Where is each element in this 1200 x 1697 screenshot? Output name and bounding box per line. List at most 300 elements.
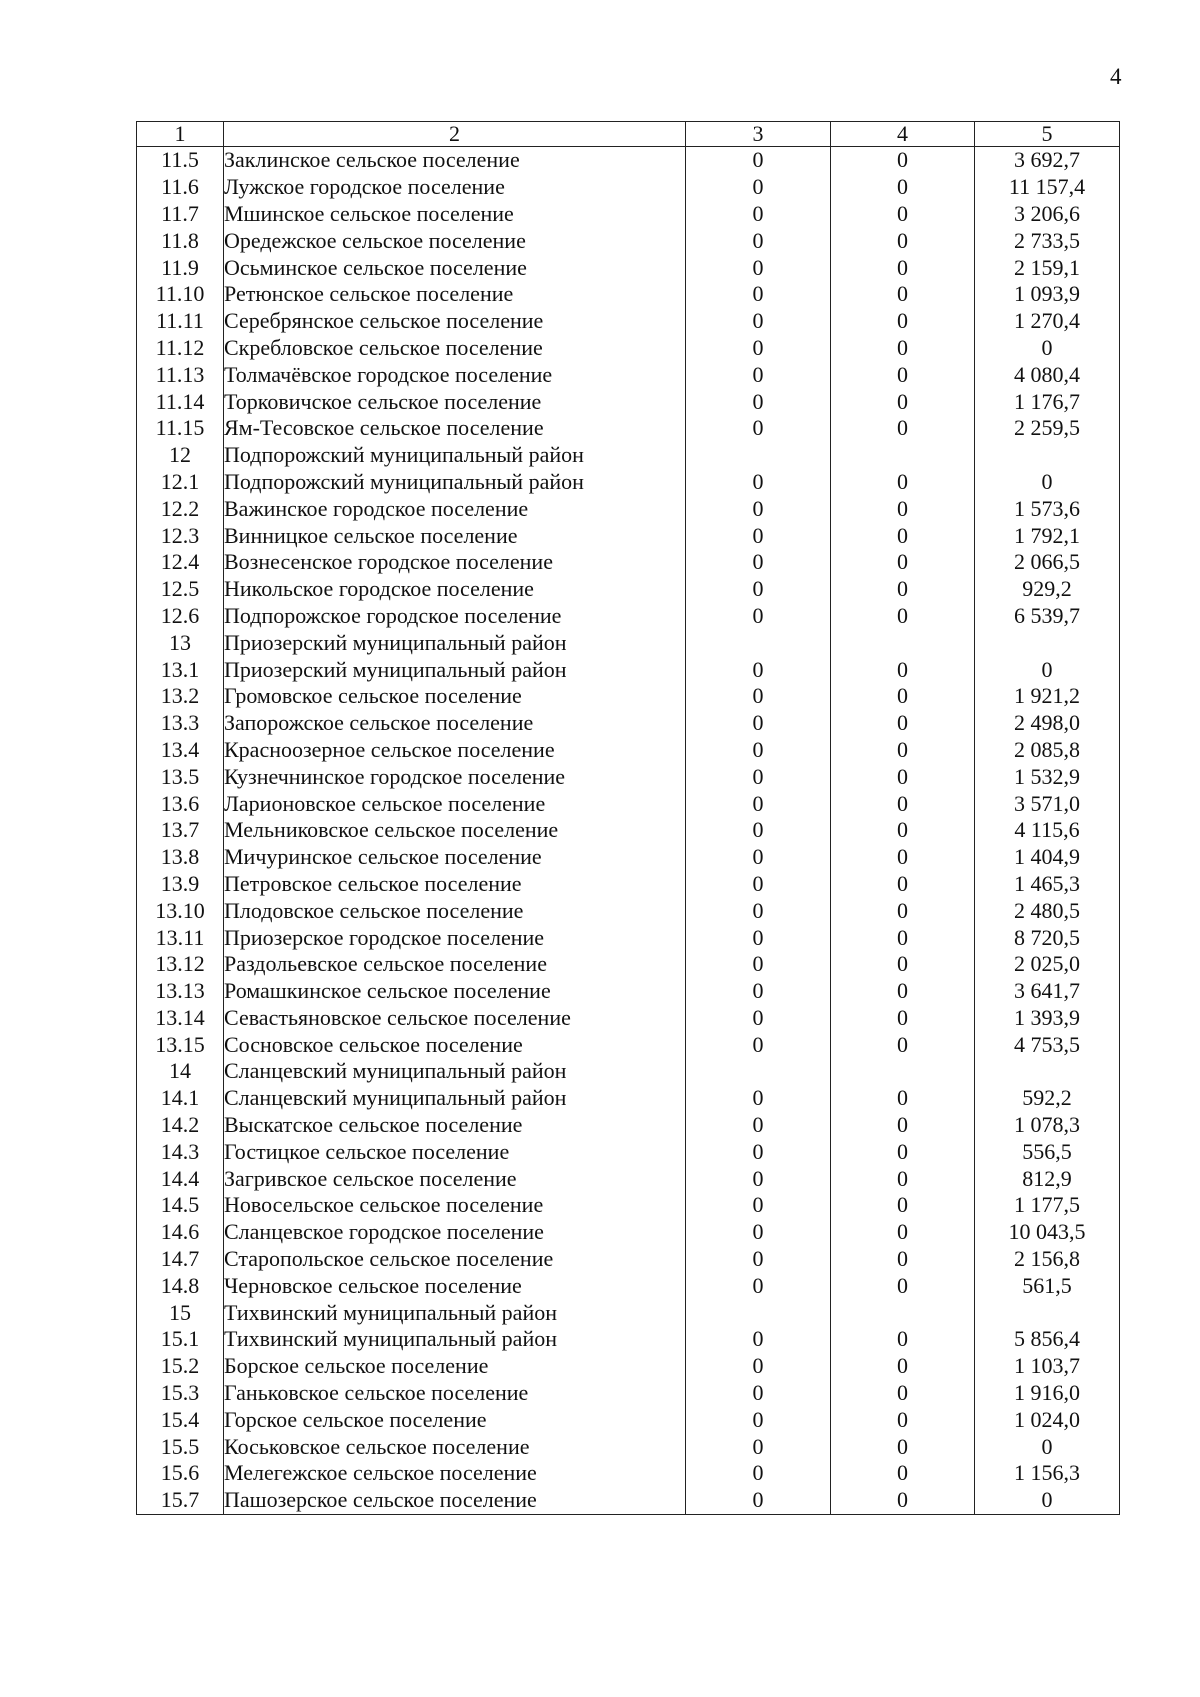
- row-number-cell: 13.9: [137, 871, 224, 898]
- table-body: [137, 147, 1120, 1515]
- col-5-value-cell: 1 465,3: [975, 871, 1120, 898]
- settlement-name-cell: Мельниковское сельское поселение: [224, 817, 686, 844]
- row-number-cell: 15.3: [137, 1380, 224, 1407]
- settlement-name-cell: Ретюнское сельское поселение: [224, 281, 686, 308]
- row-number-cell: 14.6: [137, 1219, 224, 1246]
- col-5-value-cell: 1 177,5: [975, 1192, 1120, 1219]
- row-number-cell: 11.10: [137, 281, 224, 308]
- settlement-name-cell: Красноозерное сельское поселение: [224, 737, 686, 764]
- col-3-value-cell: [686, 1299, 831, 1326]
- settlement-name-cell: Приозерский муниципальный район: [224, 656, 686, 683]
- settlement-name-cell: Горское сельское поселение: [224, 1406, 686, 1433]
- col-5-value-cell: 592,2: [975, 1085, 1120, 1112]
- col-4-value-cell: 0: [831, 361, 975, 388]
- row-number-cell: 13.2: [137, 683, 224, 710]
- table-row: [137, 978, 1120, 1005]
- table-row: [137, 1380, 1120, 1407]
- header-col-5: 5: [975, 122, 1120, 147]
- col-4-value-cell: 0: [831, 308, 975, 335]
- col-5-value-cell: [975, 629, 1120, 656]
- table-row: [137, 656, 1120, 683]
- settlement-name-cell: Ромашкинское сельское поселение: [224, 978, 686, 1005]
- col-5-value-cell: 1 156,3: [975, 1460, 1120, 1487]
- table-row: [137, 737, 1120, 764]
- table-row: [137, 844, 1120, 871]
- col-5-value-cell: 0: [975, 656, 1120, 683]
- col-3-value-cell: 0: [686, 201, 831, 228]
- col-3-value-cell: 0: [686, 737, 831, 764]
- table-row: [137, 469, 1120, 496]
- table-row: [137, 254, 1120, 281]
- col-5-value-cell: 11 157,4: [975, 174, 1120, 201]
- col-4-value-cell: 0: [831, 201, 975, 228]
- settlement-name-cell: Тихвинский муниципальный район: [224, 1326, 686, 1353]
- col-5-value-cell: 2 259,5: [975, 415, 1120, 442]
- row-number-cell: 12.3: [137, 522, 224, 549]
- table-row: [137, 549, 1120, 576]
- col-5-value-cell: 2 480,5: [975, 897, 1120, 924]
- col-3-value-cell: 0: [686, 1085, 831, 1112]
- table-row: [137, 388, 1120, 415]
- table-row: [137, 1326, 1120, 1353]
- col-3-value-cell: 0: [686, 308, 831, 335]
- row-number-cell: 13.1: [137, 656, 224, 683]
- col-4-value-cell: 0: [831, 1272, 975, 1299]
- col-3-value-cell: 0: [686, 1460, 831, 1487]
- table-row: [137, 1005, 1120, 1032]
- col-3-value-cell: 0: [686, 388, 831, 415]
- table-row: [137, 1192, 1120, 1219]
- col-3-value-cell: 0: [686, 1272, 831, 1299]
- settlement-name-cell: Торковичское сельское поселение: [224, 388, 686, 415]
- col-4-value-cell: [831, 442, 975, 469]
- col-4-value-cell: 0: [831, 1433, 975, 1460]
- table-row: [137, 817, 1120, 844]
- settlement-name-cell: Ям-Тесовское сельское поселение: [224, 415, 686, 442]
- settlement-name-cell: Петровское сельское поселение: [224, 871, 686, 898]
- col-3-value-cell: [686, 629, 831, 656]
- col-5-value-cell: 8 720,5: [975, 924, 1120, 951]
- col-5-value-cell: 2 498,0: [975, 710, 1120, 737]
- col-4-value-cell: 0: [831, 576, 975, 603]
- settlement-name-cell: Важинское городское поселение: [224, 495, 686, 522]
- col-5-value-cell: 1 792,1: [975, 522, 1120, 549]
- row-number-cell: 13.11: [137, 924, 224, 951]
- table-row: [137, 871, 1120, 898]
- col-4-value-cell: 0: [831, 522, 975, 549]
- col-3-value-cell: 0: [686, 978, 831, 1005]
- row-number-cell: 11.14: [137, 388, 224, 415]
- col-4-value-cell: 0: [831, 1246, 975, 1273]
- col-5-value-cell: [975, 1299, 1120, 1326]
- row-number-cell: 11.11: [137, 308, 224, 335]
- col-4-value-cell: 0: [831, 1085, 975, 1112]
- col-5-value-cell: 1 916,0: [975, 1380, 1120, 1407]
- row-number-cell: 13.3: [137, 710, 224, 737]
- col-3-value-cell: 0: [686, 469, 831, 496]
- table-row: [137, 1031, 1120, 1058]
- col-5-value-cell: 1 921,2: [975, 683, 1120, 710]
- settlement-name-cell: Сланцевский муниципальный район: [224, 1058, 686, 1085]
- col-4-value-cell: 0: [831, 1165, 975, 1192]
- col-5-value-cell: 2 085,8: [975, 737, 1120, 764]
- settlement-name-cell: Пашозерское сельское поселение: [224, 1487, 686, 1514]
- table-row: [137, 281, 1120, 308]
- settlement-name-cell: Мелегежское сельское поселение: [224, 1460, 686, 1487]
- col-4-value-cell: 0: [831, 415, 975, 442]
- table-row: [137, 522, 1120, 549]
- col-5-value-cell: 812,9: [975, 1165, 1120, 1192]
- settlement-name-cell: Плодовское сельское поселение: [224, 897, 686, 924]
- row-number-cell: 13.14: [137, 1005, 224, 1032]
- settlement-name-cell: Заклинское сельское поселение: [224, 147, 686, 174]
- header-col-2: 2: [224, 122, 686, 147]
- row-number-cell: 13.13: [137, 978, 224, 1005]
- row-number-cell: 14.7: [137, 1246, 224, 1273]
- row-number-cell: 15.2: [137, 1353, 224, 1380]
- row-number-cell: 13.5: [137, 763, 224, 790]
- col-4-value-cell: 0: [831, 951, 975, 978]
- col-3-value-cell: 0: [686, 1487, 831, 1514]
- col-4-value-cell: 0: [831, 1138, 975, 1165]
- row-number-cell: 13.15: [137, 1031, 224, 1058]
- col-5-value-cell: 1 393,9: [975, 1005, 1120, 1032]
- col-3-value-cell: 0: [686, 254, 831, 281]
- row-number-cell: 13.4: [137, 737, 224, 764]
- col-3-value-cell: 0: [686, 951, 831, 978]
- row-number-cell: 11.13: [137, 361, 224, 388]
- col-4-value-cell: 0: [831, 656, 975, 683]
- row-number-cell: 15.1: [137, 1326, 224, 1353]
- table-row: [137, 415, 1120, 442]
- settlement-name-cell: Лужское городское поселение: [224, 174, 686, 201]
- table-row: [137, 951, 1120, 978]
- col-3-value-cell: 0: [686, 1112, 831, 1139]
- col-5-value-cell: 2 733,5: [975, 227, 1120, 254]
- data-table: [136, 121, 1120, 1515]
- table-row: [137, 1460, 1120, 1487]
- row-number-cell: 11.9: [137, 254, 224, 281]
- row-number-cell: 13.10: [137, 897, 224, 924]
- col-3-value-cell: [686, 1058, 831, 1085]
- col-3-value-cell: 0: [686, 656, 831, 683]
- table-row: [137, 710, 1120, 737]
- col-3-value-cell: 0: [686, 147, 831, 174]
- settlement-name-cell: Громовское сельское поселение: [224, 683, 686, 710]
- col-4-value-cell: 0: [831, 254, 975, 281]
- table-row: [137, 361, 1120, 388]
- col-4-value-cell: 0: [831, 603, 975, 630]
- col-3-value-cell: 0: [686, 1406, 831, 1433]
- col-4-value-cell: 0: [831, 174, 975, 201]
- row-number-cell: 14.1: [137, 1085, 224, 1112]
- col-5-value-cell: 1 404,9: [975, 844, 1120, 871]
- table-row: [137, 1058, 1120, 1085]
- settlement-name-cell: Тихвинский муниципальный район: [224, 1299, 686, 1326]
- col-5-value-cell: 3 692,7: [975, 147, 1120, 174]
- col-5-value-cell: 2 066,5: [975, 549, 1120, 576]
- col-3-value-cell: 0: [686, 1353, 831, 1380]
- col-4-value-cell: 0: [831, 844, 975, 871]
- settlement-name-cell: Выскатское сельское поселение: [224, 1112, 686, 1139]
- table-row: [137, 603, 1120, 630]
- col-4-value-cell: 0: [831, 737, 975, 764]
- settlement-name-cell: Загривское сельское поселение: [224, 1165, 686, 1192]
- table-row: [137, 576, 1120, 603]
- header-col-3: 3: [686, 122, 831, 147]
- col-5-value-cell: [975, 1058, 1120, 1085]
- settlement-name-cell: Кузнечнинское городское поселение: [224, 763, 686, 790]
- row-number-cell: 14.2: [137, 1112, 224, 1139]
- col-3-value-cell: 0: [686, 603, 831, 630]
- row-number-cell: 11.12: [137, 335, 224, 362]
- settlement-name-cell: Борское сельское поселение: [224, 1353, 686, 1380]
- settlement-name-cell: Раздольевское сельское поселение: [224, 951, 686, 978]
- col-4-value-cell: 0: [831, 1353, 975, 1380]
- table-row: [137, 174, 1120, 201]
- col-5-value-cell: 2 159,1: [975, 254, 1120, 281]
- col-4-value-cell: [831, 1299, 975, 1326]
- table-row: [137, 1138, 1120, 1165]
- table-row: [137, 495, 1120, 522]
- col-3-value-cell: 0: [686, 1192, 831, 1219]
- col-5-value-cell: 0: [975, 335, 1120, 362]
- row-number-cell: 15.5: [137, 1433, 224, 1460]
- row-number-cell: 12.2: [137, 495, 224, 522]
- col-3-value-cell: 0: [686, 817, 831, 844]
- settlement-name-cell: Новосельское сельское поселение: [224, 1192, 686, 1219]
- settlement-name-cell: Старопольское сельское поселение: [224, 1246, 686, 1273]
- col-5-value-cell: 2 025,0: [975, 951, 1120, 978]
- row-number-cell: 11.7: [137, 201, 224, 228]
- col-3-value-cell: 0: [686, 1219, 831, 1246]
- settlement-name-cell: Толмачёвское городское поселение: [224, 361, 686, 388]
- table-row: [137, 1085, 1120, 1112]
- col-4-value-cell: [831, 629, 975, 656]
- settlement-name-cell: Приозерский муниципальный район: [224, 629, 686, 656]
- col-5-value-cell: 1 176,7: [975, 388, 1120, 415]
- col-3-value-cell: 0: [686, 281, 831, 308]
- table-row: [137, 147, 1120, 174]
- settlement-name-cell: Ганьковское сельское поселение: [224, 1380, 686, 1407]
- table-row: [137, 1299, 1120, 1326]
- col-5-value-cell: 4 753,5: [975, 1031, 1120, 1058]
- col-4-value-cell: 0: [831, 1192, 975, 1219]
- col-4-value-cell: 0: [831, 1326, 975, 1353]
- col-3-value-cell: 0: [686, 763, 831, 790]
- col-4-value-cell: 0: [831, 683, 975, 710]
- col-3-value-cell: 0: [686, 576, 831, 603]
- col-3-value-cell: 0: [686, 361, 831, 388]
- table-row: [137, 1353, 1120, 1380]
- col-5-value-cell: 0: [975, 1433, 1120, 1460]
- table-row: [137, 1433, 1120, 1460]
- col-5-value-cell: 4 080,4: [975, 361, 1120, 388]
- col-5-value-cell: 5 856,4: [975, 1326, 1120, 1353]
- col-3-value-cell: 0: [686, 1138, 831, 1165]
- row-number-cell: 14.5: [137, 1192, 224, 1219]
- settlement-name-cell: Мшинское сельское поселение: [224, 201, 686, 228]
- col-5-value-cell: 1 532,9: [975, 763, 1120, 790]
- col-4-value-cell: 0: [831, 335, 975, 362]
- table-row: [137, 790, 1120, 817]
- row-number-cell: 15.7: [137, 1487, 224, 1514]
- row-number-cell: 14.3: [137, 1138, 224, 1165]
- row-number-cell: 14: [137, 1058, 224, 1085]
- col-5-value-cell: 1 093,9: [975, 281, 1120, 308]
- col-4-value-cell: 0: [831, 1487, 975, 1514]
- row-number-cell: 14.4: [137, 1165, 224, 1192]
- col-5-value-cell: 0: [975, 1487, 1120, 1514]
- settlement-name-cell: Гостицкое сельское поселение: [224, 1138, 686, 1165]
- col-4-value-cell: 0: [831, 1406, 975, 1433]
- settlement-name-cell: Сланцевское городское поселение: [224, 1219, 686, 1246]
- row-number-cell: 13.7: [137, 817, 224, 844]
- col-5-value-cell: 929,2: [975, 576, 1120, 603]
- table-row: [137, 763, 1120, 790]
- col-5-value-cell: 3 206,6: [975, 201, 1120, 228]
- col-4-value-cell: 0: [831, 1031, 975, 1058]
- settlement-name-cell: Сосновское сельское поселение: [224, 1031, 686, 1058]
- table-row: [137, 442, 1120, 469]
- col-3-value-cell: 0: [686, 1380, 831, 1407]
- col-3-value-cell: 0: [686, 1246, 831, 1273]
- settlement-name-cell: Вознесенское городское поселение: [224, 549, 686, 576]
- col-5-value-cell: 6 539,7: [975, 603, 1120, 630]
- table-row: [137, 1219, 1120, 1246]
- table-row: [137, 227, 1120, 254]
- col-3-value-cell: 0: [686, 1326, 831, 1353]
- table-row: [137, 1246, 1120, 1273]
- settlement-name-cell: Подпорожский муниципальный район: [224, 442, 686, 469]
- col-3-value-cell: 0: [686, 522, 831, 549]
- table-row: [137, 897, 1120, 924]
- table-row: [137, 201, 1120, 228]
- col-4-value-cell: 0: [831, 549, 975, 576]
- col-5-value-cell: [975, 442, 1120, 469]
- table-row: [137, 1272, 1120, 1299]
- settlement-name-cell: Винницкое сельское поселение: [224, 522, 686, 549]
- table-row: [137, 924, 1120, 951]
- row-number-cell: 11.8: [137, 227, 224, 254]
- row-number-cell: 12: [137, 442, 224, 469]
- row-number-cell: 12.6: [137, 603, 224, 630]
- col-3-value-cell: 0: [686, 495, 831, 522]
- col-3-value-cell: 0: [686, 924, 831, 951]
- col-5-value-cell: 1 078,3: [975, 1112, 1120, 1139]
- settlement-name-cell: Подпорожский муниципальный район: [224, 469, 686, 496]
- table-row: [137, 629, 1120, 656]
- col-4-value-cell: 0: [831, 227, 975, 254]
- col-5-value-cell: 1 573,6: [975, 495, 1120, 522]
- col-3-value-cell: 0: [686, 335, 831, 362]
- col-3-value-cell: 0: [686, 227, 831, 254]
- settlement-name-cell: Севастьяновское сельское поселение: [224, 1005, 686, 1032]
- col-5-value-cell: 556,5: [975, 1138, 1120, 1165]
- row-number-cell: 13.6: [137, 790, 224, 817]
- col-4-value-cell: 0: [831, 763, 975, 790]
- col-4-value-cell: [831, 1058, 975, 1085]
- col-4-value-cell: 0: [831, 388, 975, 415]
- col-5-value-cell: 1 103,7: [975, 1353, 1120, 1380]
- col-3-value-cell: 0: [686, 415, 831, 442]
- table-row: [137, 1487, 1120, 1514]
- table-row: [137, 1406, 1120, 1433]
- col-5-value-cell: 3 641,7: [975, 978, 1120, 1005]
- col-3-value-cell: 0: [686, 1433, 831, 1460]
- settlement-name-cell: Серебрянское сельское поселение: [224, 308, 686, 335]
- row-number-cell: 13.12: [137, 951, 224, 978]
- col-3-value-cell: 0: [686, 1005, 831, 1032]
- col-5-value-cell: 3 571,0: [975, 790, 1120, 817]
- settlement-name-cell: Ларионовское сельское поселение: [224, 790, 686, 817]
- settlement-name-cell: Скребловское сельское поселение: [224, 335, 686, 362]
- row-number-cell: 13: [137, 629, 224, 656]
- settlement-name-cell: Осьминское сельское поселение: [224, 254, 686, 281]
- row-number-cell: 12.5: [137, 576, 224, 603]
- col-3-value-cell: 0: [686, 683, 831, 710]
- col-4-value-cell: 0: [831, 897, 975, 924]
- col-4-value-cell: 0: [831, 790, 975, 817]
- col-3-value-cell: 0: [686, 174, 831, 201]
- col-4-value-cell: 0: [831, 1460, 975, 1487]
- row-number-cell: 12.4: [137, 549, 224, 576]
- col-5-value-cell: 561,5: [975, 1272, 1120, 1299]
- col-5-value-cell: 4 115,6: [975, 817, 1120, 844]
- page-number: 4: [1110, 64, 1122, 89]
- col-4-value-cell: 0: [831, 978, 975, 1005]
- table-row: [137, 308, 1120, 335]
- row-number-cell: 15.6: [137, 1460, 224, 1487]
- col-4-value-cell: 0: [831, 147, 975, 174]
- col-4-value-cell: 0: [831, 871, 975, 898]
- col-4-value-cell: 0: [831, 710, 975, 737]
- table-header: [137, 122, 1120, 147]
- header-col-4: 4: [831, 122, 975, 147]
- col-4-value-cell: 0: [831, 817, 975, 844]
- col-3-value-cell: 0: [686, 871, 831, 898]
- header-row: [137, 122, 1120, 147]
- col-4-value-cell: 0: [831, 469, 975, 496]
- col-4-value-cell: 0: [831, 1380, 975, 1407]
- settlement-name-cell: Сланцевский муниципальный район: [224, 1085, 686, 1112]
- col-5-value-cell: 1 270,4: [975, 308, 1120, 335]
- row-number-cell: 14.8: [137, 1272, 224, 1299]
- settlement-name-cell: Оредежское сельское поселение: [224, 227, 686, 254]
- row-number-cell: 11.15: [137, 415, 224, 442]
- row-number-cell: 11.5: [137, 147, 224, 174]
- col-3-value-cell: [686, 442, 831, 469]
- row-number-cell: 15: [137, 1299, 224, 1326]
- col-3-value-cell: 0: [686, 1031, 831, 1058]
- col-3-value-cell: 0: [686, 1165, 831, 1192]
- col-3-value-cell: 0: [686, 844, 831, 871]
- settlement-name-cell: Приозерское городское поселение: [224, 924, 686, 951]
- settlement-name-cell: Черновское сельское поселение: [224, 1272, 686, 1299]
- row-number-cell: 11.6: [137, 174, 224, 201]
- col-3-value-cell: 0: [686, 897, 831, 924]
- settlement-name-cell: Мичуринское сельское поселение: [224, 844, 686, 871]
- col-5-value-cell: 2 156,8: [975, 1246, 1120, 1273]
- table-row: [137, 1112, 1120, 1139]
- row-number-cell: 15.4: [137, 1406, 224, 1433]
- settlement-name-cell: Запорожское сельское поселение: [224, 710, 686, 737]
- row-number-cell: 12.1: [137, 469, 224, 496]
- table-row: [137, 683, 1120, 710]
- table-row: [137, 335, 1120, 362]
- settlement-name-cell: Коськовское сельское поселение: [224, 1433, 686, 1460]
- col-4-value-cell: 0: [831, 495, 975, 522]
